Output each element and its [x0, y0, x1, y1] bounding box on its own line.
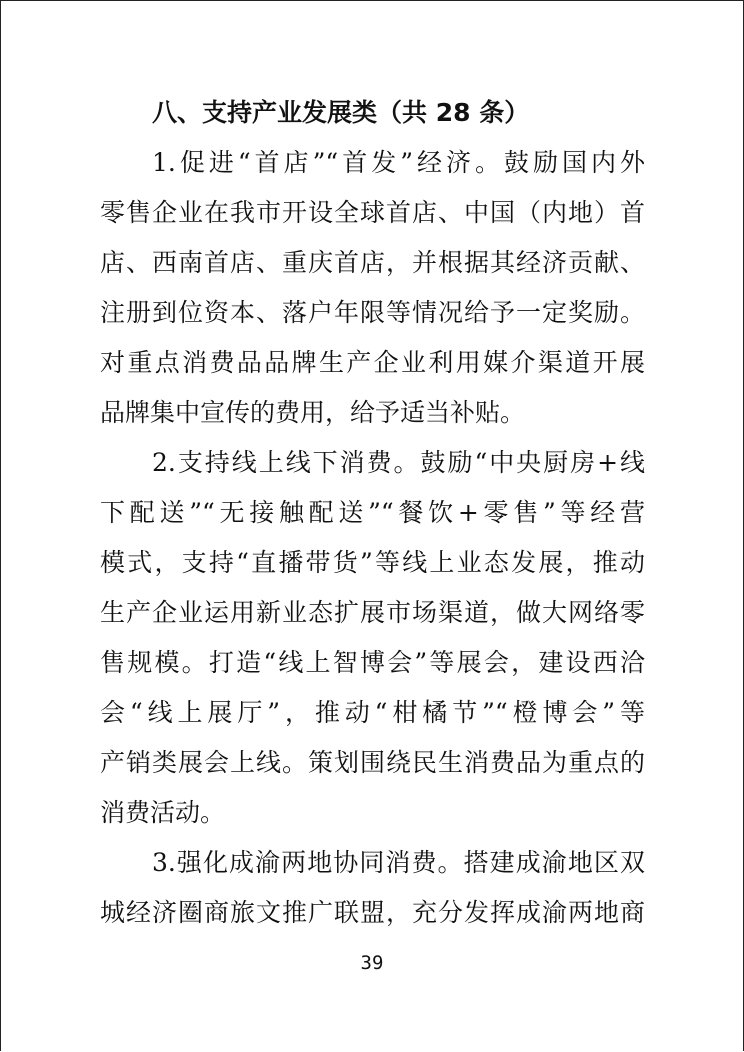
paragraph-1-line-1: 1.促进“首店”“首发”经济。鼓励国内外 — [152, 148, 645, 177]
paragraph-2-line-3: 模式，支持“直播带货”等线上业态发展，推动 — [100, 548, 645, 577]
paragraph-1-line-5: 对重点消费品品牌生产企业利用媒介渠道开展 — [100, 348, 645, 377]
section-heading: 八、支持产业发展类（共 28 条） — [152, 98, 530, 127]
paragraph-2-line-7: 产销类展会上线。策划围绕民生消费品为重点的 — [100, 748, 645, 777]
paragraph-3-line-2: 城经济圈商旅文推广联盟，充分发挥成渝两地商 — [100, 898, 645, 927]
paragraph-2-line-8: 消费活动。 — [100, 798, 226, 827]
document-body — [100, 88, 645, 938]
paragraph-2-line-4: 生产企业运用新业态扩展市场渠道，做大网络零 — [100, 598, 645, 627]
paragraph-1-line-4: 注册到位资本、落户年限等情况给予一定奖励。 — [100, 298, 645, 327]
paragraph-2-line-6: 会“线上展厅”，推动“柑橘节”“橙博会”等 — [100, 698, 645, 727]
paragraph-2-line-5: 售规模。打造“线上智博会”等展会，建设西洽 — [100, 648, 645, 677]
paragraph-2-line-2: 下配送”“无接触配送”“餐饮+零售”等经营 — [100, 498, 645, 527]
paragraph-1-line-3: 店、西南首店、重庆首店，并根据其经济贡献、 — [100, 248, 645, 277]
paragraph-1-line-6: 品牌集中宣传的费用，给予适当补贴。 — [100, 398, 526, 427]
paragraph-3-line-1: 3.强化成渝两地协同消费。搭建成渝地区双 — [152, 848, 645, 877]
paragraph-1-line-2: 零售企业在我市开设全球首店、中国（内地）首 — [100, 198, 645, 227]
page-number: 39 — [360, 952, 384, 974]
paragraph-2-line-1: 2.支持线上线下消费。鼓励“中央厨房+线 — [152, 448, 645, 477]
